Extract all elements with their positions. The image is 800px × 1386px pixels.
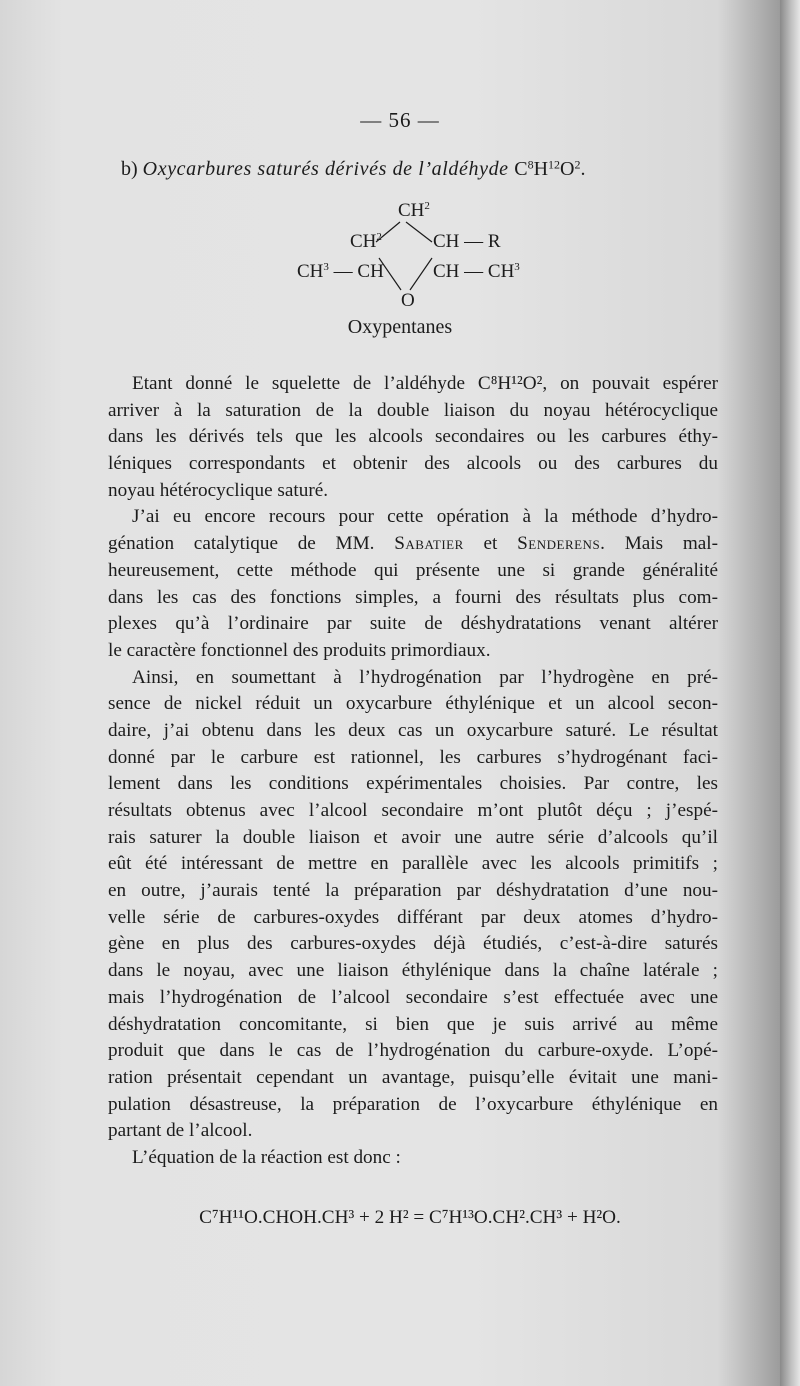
text-line: le caractère fonctionnel des produits primordiaux. xyxy=(108,639,491,661)
paragraph-4 xyxy=(108,1145,718,1172)
author-name: Sabatier xyxy=(394,533,464,555)
author-name: Senderens xyxy=(517,533,601,555)
text-line: léniques correspondants et obtenir des alcools ou des carbures du xyxy=(108,453,718,475)
text-line: résultats obtenus avec l’alcool secondaire m’ont plutôt déçu ; j’espé- xyxy=(108,800,718,821)
bond-right-oxygen xyxy=(410,258,432,290)
text-line: plexes qu’à l’ordinaire par suite de déshydratations venant altérer xyxy=(108,613,718,635)
ring-oxygen: O xyxy=(401,290,415,311)
structural-formula xyxy=(250,190,570,320)
ring-left-lower-group: $CH^3$ — CH xyxy=(297,261,384,282)
text-line: déshydratation concomitante, si bien que je suis arrivé au même xyxy=(108,1013,718,1035)
text-line: rais saturer la double liaison et avoir une autre série d’alcools qu’il xyxy=(108,826,718,848)
section-prefix: b) xyxy=(121,158,143,180)
text-line: Etant donné le squelette de l’aldéhyde C⁸H¹²O², on pouvait espérer xyxy=(132,373,718,394)
text-line: gène en plus des carbures-oxydes déjà étudiés, c’est-à-dire saturés xyxy=(108,933,718,955)
oxypentane-ring-diagram xyxy=(250,190,570,320)
text-line: sence de nickel réduit un oxycarbure éthylénique et un alcool secon- xyxy=(108,693,718,715)
text-line: produit que dans le cas de l’hydrogénation du carbure-oxyde. L’opé- xyxy=(108,1040,718,1062)
section-title-italic: Oxycarbures saturés dérivés de l’aldéhyde xyxy=(142,158,515,180)
text-line: arriver à la saturation de la double liaison du noyau hétérocyclique xyxy=(108,399,718,421)
text-line: L’équation de la réaction est donc : xyxy=(132,1146,401,1168)
ring-right-upper-group: CH — R xyxy=(433,231,501,252)
body-text xyxy=(108,371,718,1172)
text-line: eût été intéressant de mettre en parallèle avec les alcools primitifs ; xyxy=(108,853,718,875)
ring-left-upper-group: $CH^2$ xyxy=(350,231,382,252)
text-line: heureusement, cette méthode qui présente une si grande généralité xyxy=(108,559,718,581)
text-line: daire, j’ai obtenu dans les deux cas un oxycarbure saturé. Le résultat xyxy=(108,719,718,741)
text-line: mais l’hydrogénation de l’alcool secondaire s’est effectuée avec une xyxy=(108,986,718,1008)
section-heading xyxy=(121,158,741,181)
paragraph-2 xyxy=(108,504,718,664)
text-line: dans le noyau, avec une liaison éthylénique dans la chaîne latérale ; xyxy=(108,960,718,982)
paragraph-1 xyxy=(108,371,718,504)
formula-caption: Oxypentanes xyxy=(347,316,453,338)
paragraph-3 xyxy=(108,665,718,1145)
page-edge-shadow xyxy=(780,0,800,1386)
text-line-with-names: génation catalytique de MM. Sabatier et Senderens. Mais mal- xyxy=(108,533,718,555)
text-line: noyau hétérocyclique saturé. xyxy=(108,479,329,501)
page-number: — 56 — xyxy=(360,108,440,132)
text-line: dans les cas des fonctions simples, a fourni des résultats plus com- xyxy=(108,586,718,608)
text-line: en outre, j’aurais tenté la préparation par déshydratation d’une nou- xyxy=(108,880,718,902)
section-formula: $C^8H^{12}O^2$. xyxy=(514,157,586,180)
ring-right-lower-group: CH — $CH^3$ xyxy=(433,261,520,282)
ring-top-group: $CH^2$ xyxy=(398,200,430,221)
text-line: Ainsi, en soumettant à l’hydrogénation par l’hydrogène en pré- xyxy=(132,666,718,688)
text-line: partant de l’alcool. xyxy=(108,1120,253,1142)
text-line: lement dans les conditions expérimentales choisies. Par contre, les xyxy=(108,773,718,795)
reaction-equation: C⁷H¹¹O.CHOH.CH³ + 2 H² = C⁷H¹³O.CH².CH³ + H²O. xyxy=(199,1207,621,1228)
text-line: ration présentait cependant un avantage, puisqu’elle évitait une mani- xyxy=(108,1066,718,1088)
text-line: velle série de carbures-oxydes différant par deux atomes d’hydro- xyxy=(108,906,718,928)
text-line: dans les dérivés tels que les alcools secondaires ou les carbures éthy- xyxy=(108,426,718,448)
text-line: pulation désastreuse, la préparation de l’oxycarbure éthylénique en xyxy=(108,1093,718,1115)
bond-top-right xyxy=(406,222,432,242)
text-line: J’ai eu encore recours pour cette opération à la méthode d’hydro- xyxy=(132,506,718,528)
text-line: donné par le carbure est rationnel, les carbures s’hydrogénant faci- xyxy=(108,746,718,768)
